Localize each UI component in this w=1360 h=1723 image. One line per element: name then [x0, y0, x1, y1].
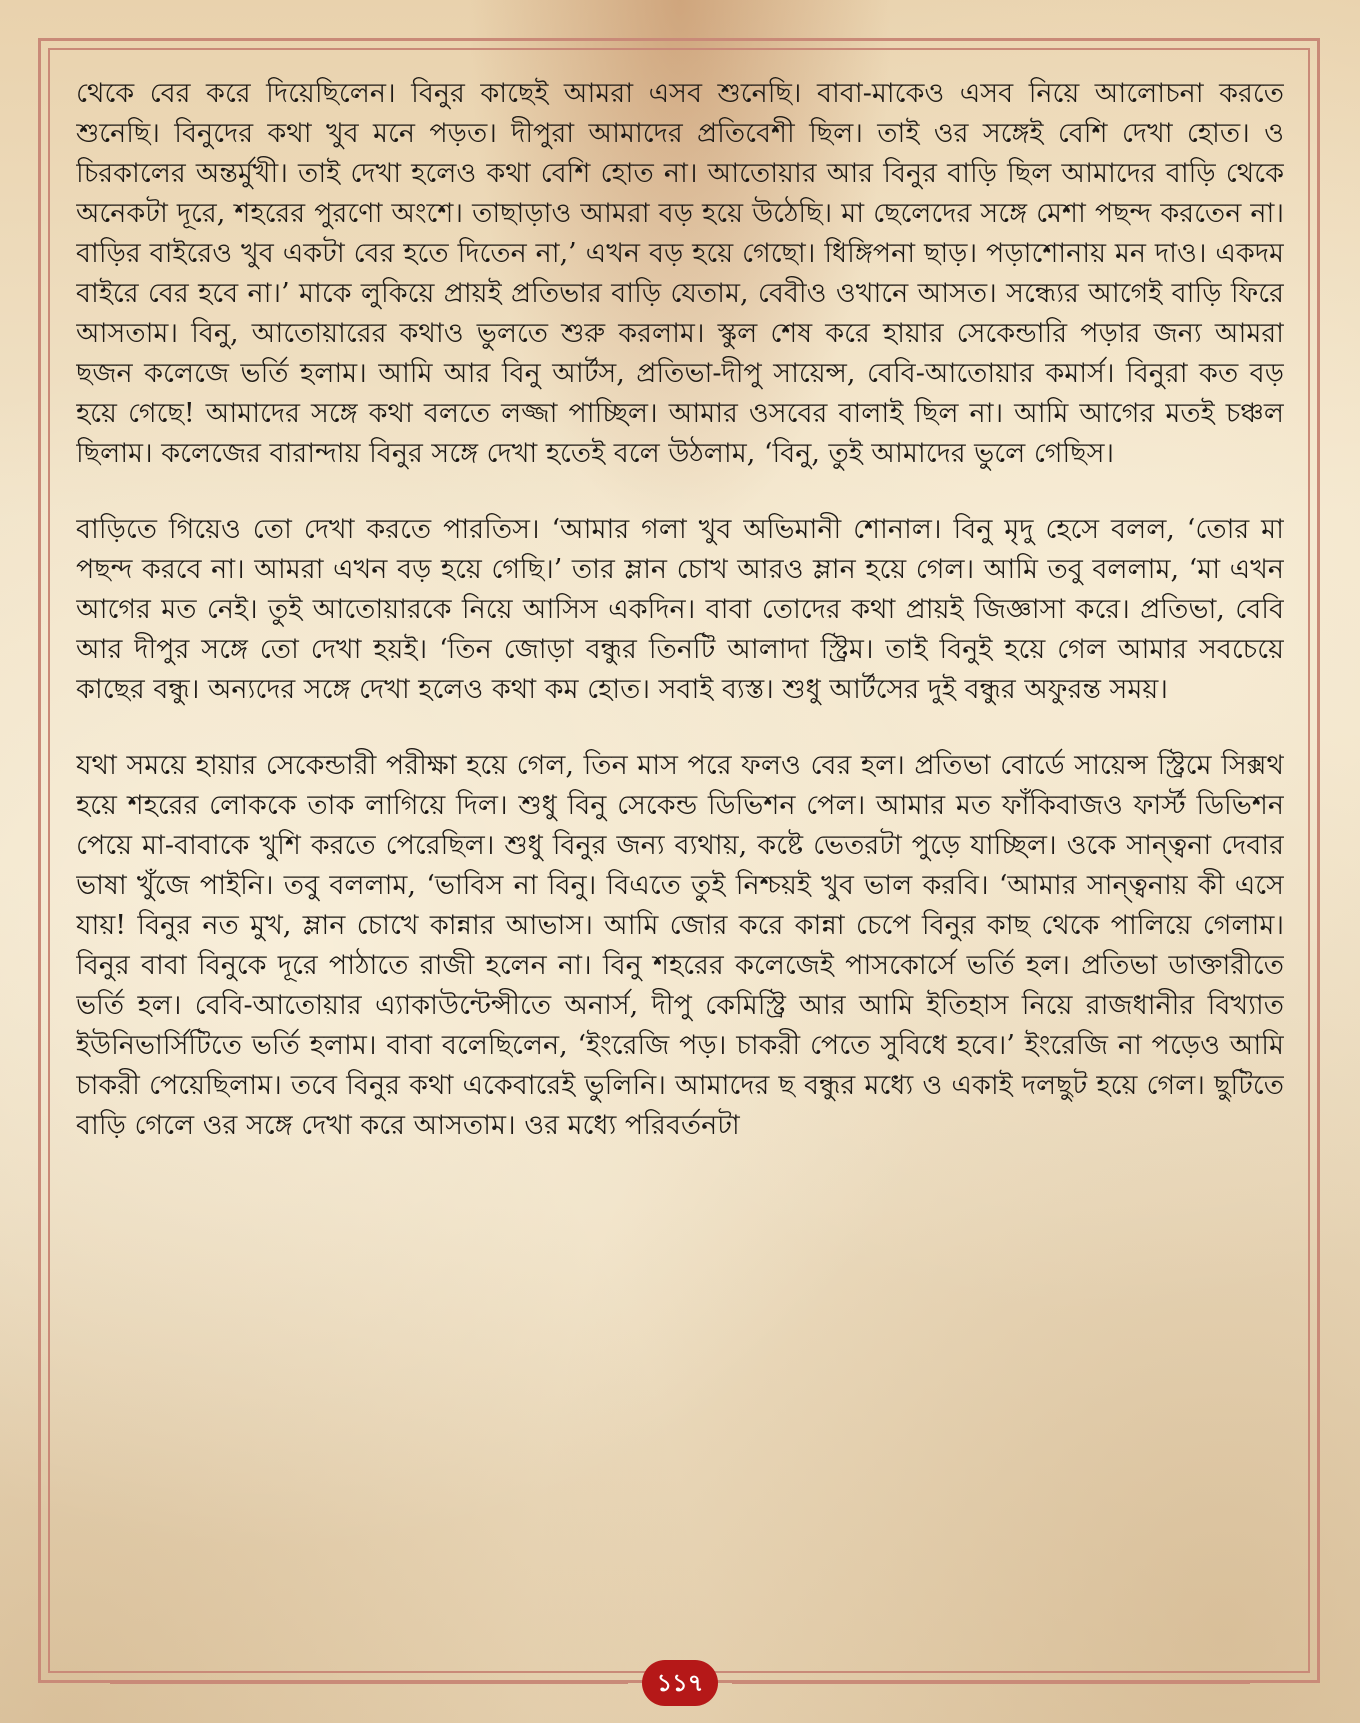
paragraph-2: বাড়িতে গিয়েও তো দেখা করতে পারতিস। ‘আমার গলা খুব অভিমানী শোনাল। বিনু মৃদু হেসে বলল, ‘তোর মা পছন্দ করবে না। আমরা এখন বড় হয়ে গেছি।’ তার ম্লান চোখ আরও ম্লান হয়ে গেল। আমি তবু বললাম, ‘মা এখন আগের মত নেই। তুই আতোয়ারকে নিয়ে আসিস একদিন। বাবা তোদের কথা প্রায়ই জিজ্ঞাসা করে। প্রতিভা, বেবি আর দীপুর সঙ্গে তো দেখা হয়ই। ‘তিন জোড়া বন্ধুর তিনটি আলাদা স্ট্রিম। তাই বিনুই হয়ে গেল আমার সবচেয়ে কাছের বন্ধু। অন্যদের সঙ্গে দেখা হলেও কথা কম হোত। সবাই ব্যস্ত। শুধু আর্টসের দুই বন্ধুর অফুরন্ত সময়।	[76, 514, 1284, 705]
page-number-badge: ১১৭	[642, 1660, 718, 1706]
page-body	[76, 74, 1284, 1634]
footer-rule-left	[110, 1682, 628, 1684]
paragraph-1: থেকে বের করে দিয়েছিলেন। বিনুর কাছেই আমরা এসব শুনেছি। বাবা-মাকেও এসব নিয়ে আলোচনা করতে শুনেছি। বিনুদের কথা খুব মনে পড়ত। দীপুরা আমাদের প্রতিবেশী ছিল। তাই ওর সঙ্গেই বেশি দেখা হোত। ও চিরকালের অন্তর্মুখী। তাই দেখা হলেও কথা বেশি হোত না। আতোয়ার আর বিনুর বাড়ি ছিল আমাদের বাড়ি থেকে অনেকটা দূরে, শহরের পুরণো অংশে। তাছাড়াও আমরা বড় হয়ে উঠেছি। মা ছেলেদের সঙ্গে মেশা পছন্দ করতেন না। বাড়ির বাইরেও খুব একটা বের হতে দিতেন না,’ এখন বড় হয়ে গেছো। ধিঙ্গিপনা ছাড়। পড়াশোনায় মন দাও। একদম বাইরে বের হবে না।’ মাকে লুকিয়ে প্রায়ই প্রতিভার বাড়ি যেতাম, বেবীও ওখানে আসত। সন্ধ্যের আগেই বাড়ি ফিরে আসতাম। বিনু, আতোয়ারের কথাও ভুলতে শুরু করলাম। স্কুল শেষ করে হায়ার সেকেন্ডারি পড়ার জন্য আমরা ছজন কলেজে ভর্তি হলাম। আমি আর বিনু আর্টস, প্রতিভা-দীপু সায়েন্স, বেবি-আতোয়ার কমার্স। বিনুরা কত বড় হয়ে গেছে! আমাদের সঙ্গে কথা বলতে লজ্জা পাচ্ছিল। আমার ওসবের বালাই ছিল না। আমি আগের মতই চঞ্চল ছিলাম। কলেজের বারান্দায় বিনুর সঙ্গে দেখা হতেই বলে উঠলাম, ‘বিনু, তুই আমাদের ভুলে গেছিস।	[76, 78, 1284, 469]
footer-rule-right	[732, 1682, 1250, 1684]
paragraph-3: যথা সময়ে হায়ার সেকেন্ডারী পরীক্ষা হয়ে গেল, তিন মাস পরে ফলও বের হল। প্রতিভা বোর্ডে সায়েন্স স্ট্রিমে সিক্সথ হয়ে শহরের লোককে তাক লাগিয়ে দিল। শুধু বিনু সেকেন্ড ডিভিশন পেল। আমার মত ফাঁকিবাজও ফার্স্ট ডিভিশন পেয়ে মা-বাবাকে খুশি করতে পেরেছিল। শুধু বিনুর জন্য ব্যথায়, কষ্টে ভেতরটা পুড়ে যাচ্ছিল। ওকে সান্ত্বনা দেবার ভাষা খুঁজে পাইনি। তবু বললাম, ‘ভাবিস না বিনু। বিএতে তুই নিশ্চয়ই খুব ভাল করবি। ‘আমার সান্ত্বনায় কী এসে যায়! বিনুর নত মুখ, ম্লান চোখে কান্নার আভাস। আমি জোর করে কান্না চেপে বিনুর কাছ থেকে পালিয়ে গেলাম। বিনুর বাবা বিনুকে দূরে পাঠাতে রাজী হলেন না। বিনু শহরের কলেজেই পাসকোর্সে ভর্তি হল। প্রতিভা ডাক্তারীতে ভর্তি হল। বেবি-আতোয়ার এ্যাকাউন্টেন্সীতে অনার্স, দীপু কেমিস্ট্রি আর আমি ইতিহাস নিয়ে রাজধানীর বিখ্যাত ইউনিভার্সিটিতে ভর্তি হলাম। বাবা বলেছিলেন, ‘ইংরেজি পড়। চাকরী পেতে সুবিধে হবে।’ ইংরেজি না পড়েও আমি চাকরী পেয়েছিলাম। তবে বিনুর কথা একেবারেই ভুলিনি। আমাদের ছ বন্ধুর মধ্যে ও একাই দলছুট হয়ে গেল। ছুটিতে বাড়ি গেলে ওর সঙ্গে দেখা করে আসতাম। ওর মধ্যে পরিবর্তনটা	[76, 750, 1284, 1141]
